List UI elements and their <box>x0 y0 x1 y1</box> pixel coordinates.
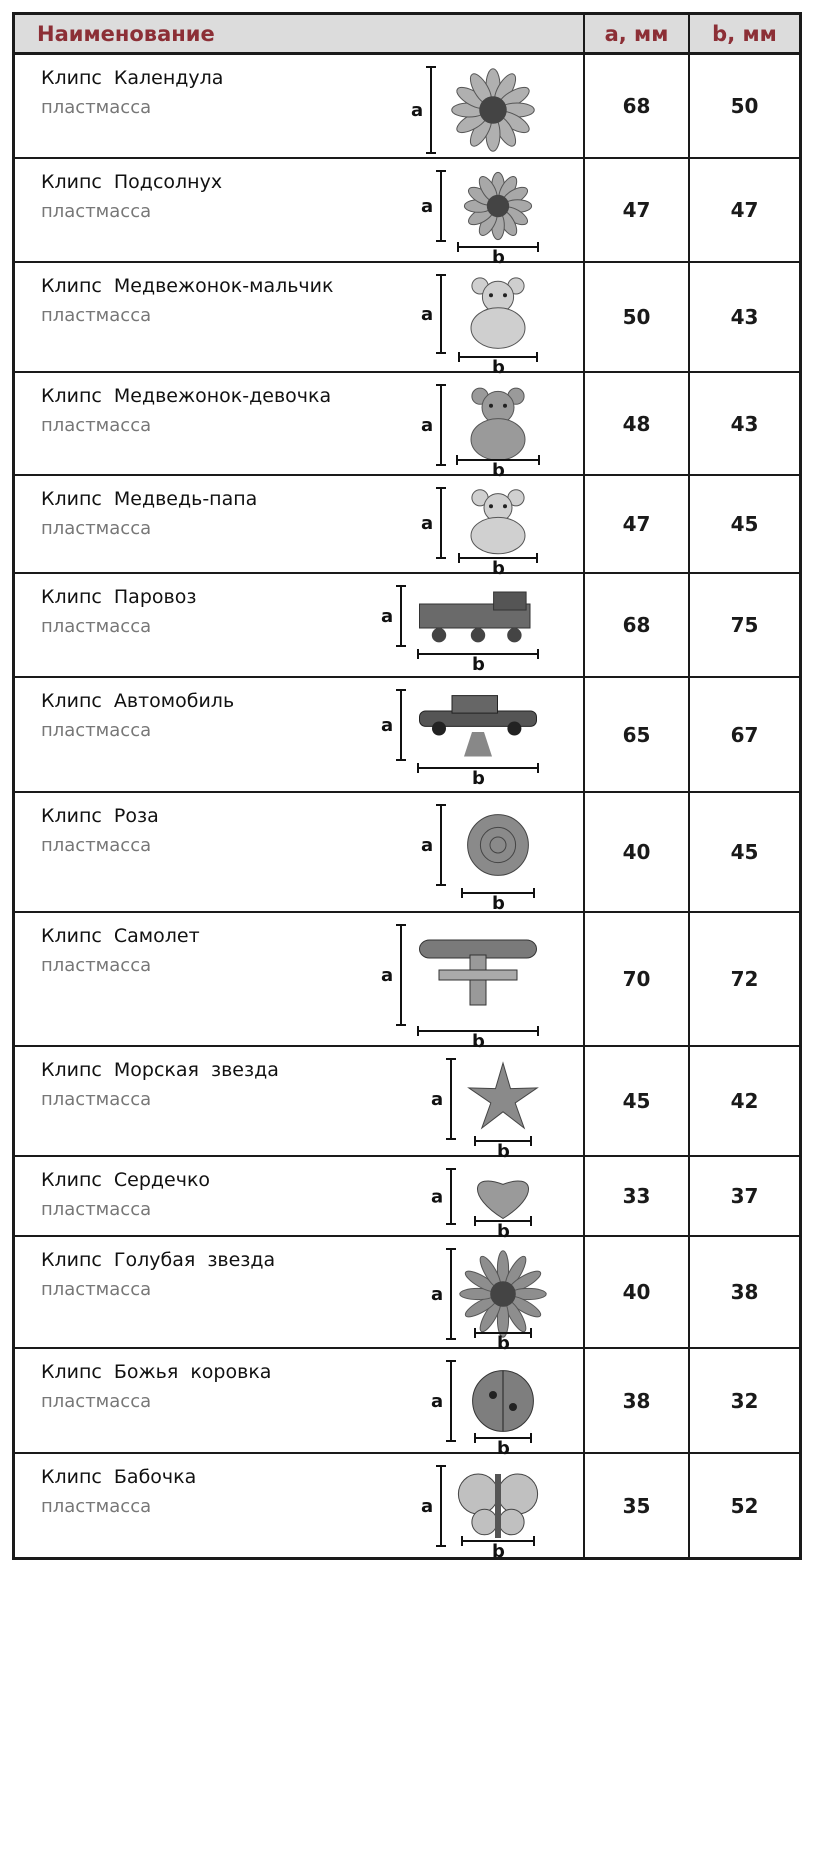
product-material: пластмасса <box>41 97 152 118</box>
product-material: пластмасса <box>41 955 152 976</box>
ladybug-icon <box>363 1357 553 1459</box>
table-row <box>15 913 799 1052</box>
dim-b-label: b <box>492 357 505 378</box>
value-b: 32 <box>730 1388 759 1413</box>
product-name: Клипс Сердечко <box>41 1169 211 1191</box>
dim-a-label: a <box>421 304 434 325</box>
dimension-figure <box>363 686 553 787</box>
table-body <box>15 55 799 1562</box>
name-cell <box>15 476 585 579</box>
dim-a-label: a <box>421 835 434 856</box>
dimension-figure <box>363 381 553 481</box>
dim-b-label: b <box>497 1141 510 1162</box>
table-row <box>15 476 799 579</box>
heart-icon <box>363 1165 553 1242</box>
dimension-figure <box>363 801 553 914</box>
product-material: пластмасса <box>41 1279 152 1300</box>
name-cell <box>15 263 585 378</box>
name-cell <box>15 55 585 157</box>
starfish-icon <box>363 1055 553 1162</box>
dimension-figure <box>363 1462 553 1562</box>
dim-b-label: b <box>472 654 485 675</box>
name-cell <box>15 793 585 914</box>
dimension-figure <box>363 921 553 1052</box>
value-a: 70 <box>585 913 690 1045</box>
name-cell <box>15 1454 585 1562</box>
table-row <box>15 678 799 793</box>
product-material: пластмасса <box>41 616 152 637</box>
product-name: Клипс Медвежонок-девочка <box>41 385 332 407</box>
dimension-figure <box>363 1357 553 1459</box>
table-row <box>15 1047 799 1162</box>
value-b: 37 <box>730 1184 759 1208</box>
header-a: a, мм <box>585 15 690 52</box>
value-a: 68 <box>585 574 690 676</box>
dim-a-label: a <box>431 1186 444 1208</box>
dim-a-label: a <box>421 415 434 436</box>
car-icon <box>363 686 553 787</box>
dim-b-label: b <box>497 1333 510 1354</box>
bear-girl-icon <box>363 381 553 481</box>
header-b: b, мм <box>712 21 777 46</box>
product-name: Клипс Бабочка <box>41 1466 197 1488</box>
dim-b-label: b <box>497 1438 510 1459</box>
dim-a-label: a <box>431 1391 444 1412</box>
name-cell <box>15 913 585 1052</box>
table-row <box>15 1454 799 1562</box>
dim-a-label: a <box>381 715 394 736</box>
dim-b-label: b <box>492 460 505 481</box>
value-a: 68 <box>585 55 690 157</box>
name-cell <box>15 1157 585 1242</box>
dimension-figure <box>363 484 553 579</box>
value-b: 52 <box>730 1493 759 1518</box>
name-cell <box>15 1349 585 1459</box>
product-name: Клипс Голубая звезда <box>41 1249 276 1271</box>
table-row <box>15 1349 799 1459</box>
product-material: пластмасса <box>41 305 152 326</box>
value-b: 45 <box>730 512 759 536</box>
product-table <box>12 12 802 1560</box>
dimension-figure <box>363 63 553 153</box>
value-a: 47 <box>585 159 690 261</box>
sunflower-icon <box>363 167 553 268</box>
table-header <box>15 15 799 55</box>
dim-a-label: a <box>381 965 394 986</box>
product-material: пластмасса <box>41 720 152 741</box>
product-material: пластмасса <box>41 415 152 436</box>
dim-a-label: a <box>431 1089 444 1110</box>
product-material: пластмасса <box>41 1391 152 1412</box>
value-b: 45 <box>730 840 759 864</box>
rose-icon <box>363 801 553 914</box>
value-a: 40 <box>585 1237 690 1347</box>
calendula-icon <box>363 63 553 153</box>
value-a: 45 <box>585 1047 690 1155</box>
value-b: 43 <box>730 305 759 329</box>
dim-b-label: b <box>497 1221 510 1242</box>
value-b: 50 <box>730 94 759 118</box>
product-name: Клипс Календула <box>41 67 224 89</box>
table-row <box>15 1237 799 1354</box>
value-a: 33 <box>585 1157 690 1235</box>
value-b: 43 <box>730 411 759 436</box>
product-name: Клипс Медвежонок-мальчик <box>41 275 334 297</box>
bear-papa-icon <box>363 484 553 579</box>
bear-boy-icon <box>363 271 553 378</box>
table-row <box>15 574 799 678</box>
product-material: пластмасса <box>41 1496 152 1517</box>
name-cell <box>15 373 585 481</box>
dim-b-label: b <box>472 768 485 789</box>
value-b: 67 <box>730 722 759 747</box>
locomotive-icon <box>363 582 553 675</box>
product-name: Клипс Самолет <box>41 925 200 947</box>
value-b: 38 <box>730 1280 759 1304</box>
table-row <box>15 263 799 378</box>
product-material: пластмасса <box>41 518 152 539</box>
table-row <box>15 55 799 159</box>
dim-a-label: a <box>421 1496 434 1517</box>
product-name: Клипс Подсолнух <box>41 171 223 193</box>
dim-a-label: a <box>421 196 434 217</box>
dim-b-label: b <box>492 247 505 268</box>
value-a: 40 <box>585 793 690 911</box>
name-cell <box>15 1237 585 1354</box>
value-a: 38 <box>585 1349 690 1452</box>
dimension-figure <box>363 1055 553 1162</box>
dim-a-label: a <box>381 606 394 627</box>
value-a: 65 <box>585 678 690 791</box>
dim-b-label: b <box>492 1541 505 1562</box>
dim-b-label: b <box>472 1031 485 1052</box>
value-b: 42 <box>730 1089 759 1113</box>
dimension-figure <box>363 582 553 675</box>
dim-a-label: a <box>431 1284 444 1305</box>
product-name: Клипс Паровоз <box>41 586 197 608</box>
table-row <box>15 793 799 913</box>
product-name: Клипс Автомобиль <box>41 690 235 712</box>
dimension-figure <box>363 167 553 268</box>
dim-a-label: a <box>421 513 434 534</box>
product-name: Клипс Медведь-папа <box>41 488 258 510</box>
table-row <box>15 373 799 481</box>
header-name: Наименование <box>15 15 585 52</box>
product-material: пластмасса <box>41 1089 152 1110</box>
airplane-icon <box>363 921 553 1052</box>
name-cell <box>15 574 585 676</box>
product-name: Клипс Роза <box>41 805 159 827</box>
product-name: Клипс Божья коровка <box>41 1361 272 1383</box>
value-b: 47 <box>730 198 759 222</box>
value-b: 75 <box>730 613 759 637</box>
name-cell <box>15 1047 585 1162</box>
table-row <box>15 159 799 268</box>
table-row <box>15 1157 799 1242</box>
product-material: пластмасса <box>41 835 152 856</box>
dimension-figure <box>363 1245 553 1354</box>
dim-b-label: b <box>492 893 505 914</box>
value-a: 50 <box>585 263 690 371</box>
dimension-figure <box>363 1165 553 1242</box>
value-a: 35 <box>585 1454 690 1557</box>
blue-star-icon <box>363 1245 553 1354</box>
value-b: 72 <box>730 967 759 991</box>
dimension-figure <box>363 271 553 378</box>
name-cell <box>15 159 585 268</box>
name-cell <box>15 678 585 791</box>
value-a: 47 <box>585 476 690 572</box>
product-material: пластмасса <box>41 1199 152 1220</box>
value-a: 48 <box>585 373 690 474</box>
product-name: Клипс Морская звезда <box>41 1059 279 1081</box>
butterfly-icon <box>363 1462 553 1562</box>
dim-b-label: b <box>492 558 505 579</box>
product-material: пластмасса <box>41 201 152 222</box>
dim-a-label: a <box>411 100 424 121</box>
